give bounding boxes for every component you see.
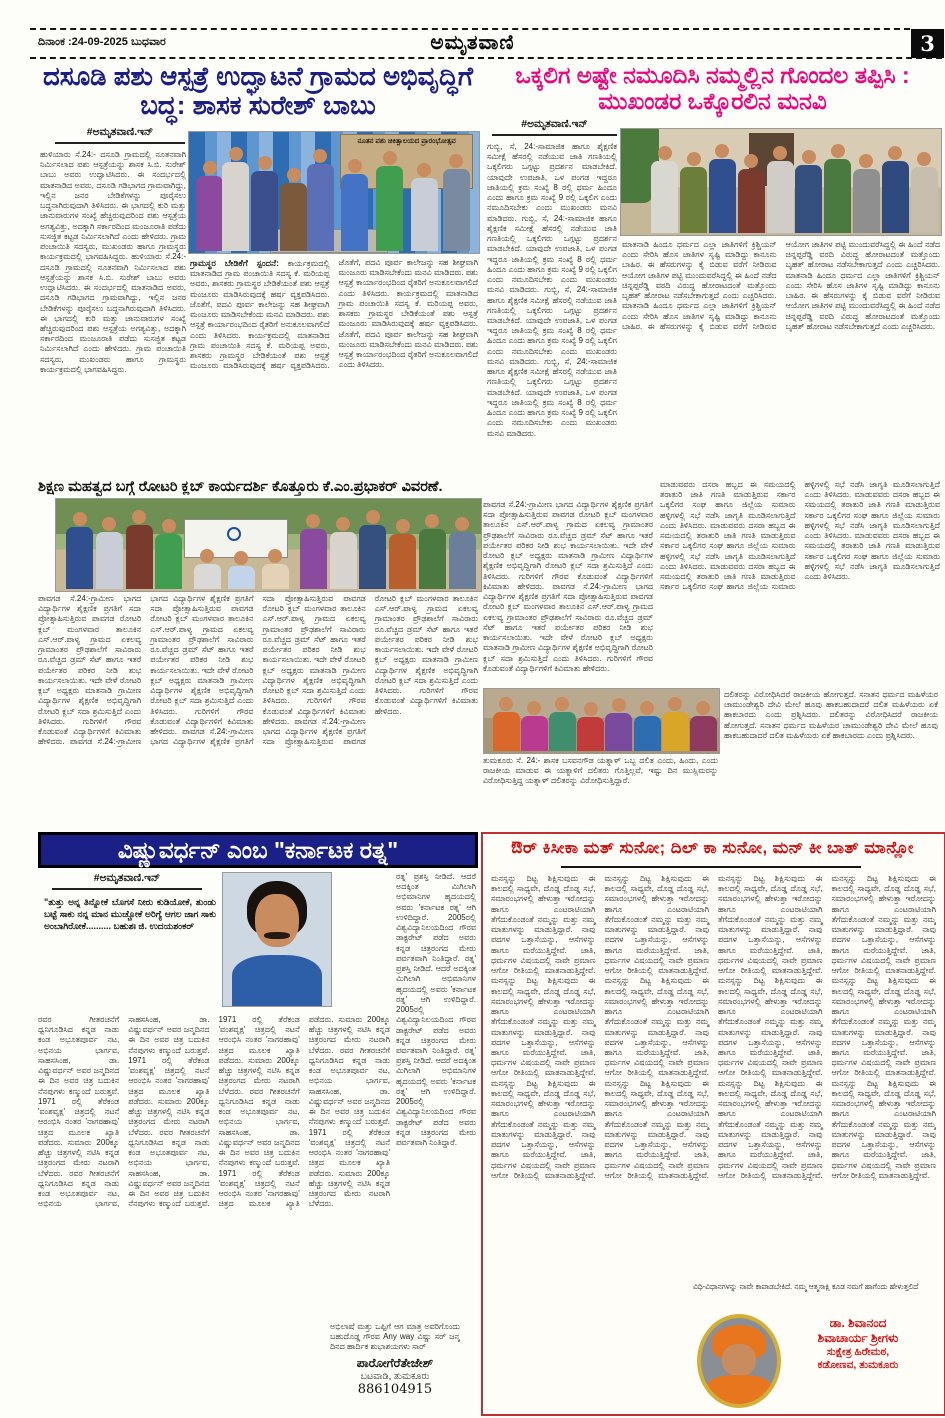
headline-dasudi: ದಸೂಡಿ ಪಶು ಆಸ್ಪತ್ರೆ ಉದ್ಘಾಟನೆ ಗ್ರಾಮದ ಅಭಿವೃದ್ಧಿಗೆ ಬದ್ಧ: ಶಾಸಕ ಸುರೇಶ್ ಬಾಬು	[42, 61, 474, 121]
inauguration-banner: ನೂತನ ಪಶು ಚಿಕಿತ್ಸಾಲಯದ ಪ್ರಾರಂಭೋತ್ಸವ	[340, 134, 474, 188]
person-silhouette	[679, 152, 709, 235]
okkaliga-yatnal-text-2: ದಲಿತರನ್ನು ವಿರೋಧಿಸಿದರೆ ರಾಜಕೀಯ ಹೋಗುತ್ತದೆ. ಸನಾತನ ಧರ್ಮದ ಮಹಿಳೆಯರ ಚಾಮುಂಡೇಶ್ವರಿ ದೇವಿ ಮೇಲೆ ಹೂವು ಹಾಕಬಹುದಾದರೆ ದಲಿತ ಮಹಿಳೆಯರು ಏಕೆ ಹಾಕಬಾರದು ಎಂದು ಪ್ರಶ್ನಿಸಿದರು. ದಲಿತರನ್ನು ವಿರೋಧಿಸಿದರೆ ರಾಜಕೀಯ ಹೋಗುತ್ತದೆ. ಸನಾತನ ಧರ್ಮದ ಮಹಿಳೆಯರ ಚಾಮುಂಡೇಶ್ವರಿ ದೇವಿ ಮೇಲೆ ಹೂವು ಹಾಕಬಹುದಾದರೆ ದಲಿತ ಮಹಿಳೆಯರು ಏಕೆ ಹಾಕಬಾರದು ಎಂದು ಪ್ರಶ್ನಿಸಿದರು.	[724, 690, 938, 740]
person-silhouette	[447, 517, 477, 591]
headline-okkaliga: ಒಕ್ಕಲಿಗ ಅಷ್ಟೇ ನಮೂದಿಸಿ ನಮ್ಮಲ್ಲಿನ ಗೊಂದಲ ತಪ್ಪಿಸಿ : ಮುಖಂಡರ ಒಕ್ಕೊರಲಿನ ಮನವಿ	[515, 62, 910, 115]
page-number: 3	[911, 29, 944, 58]
vishnu-opening-quote: "ತುತ್ತು ಅನ್ನ ತಿನ್ನೋಕೆ ಬೊಗಸೆ ನೀರು ಕುಡಿಯೋಕೆ, ತುಂಡು ಬಟ್ಟೆ ಸಾಕು ನನ್ನ ಮಾನ ಮುಚ್ಚೋಕೆ ಅರಿಗ್ಯೆ ಆಗಲ ಜಾಗ ಸಾಕು ಅಂಬಾಗಿರೋಕೆ.......... ಬಹುಶಃ ಜಿ. ಉದಯಶಂಕರ್	[44, 897, 216, 932]
vishnu-author-place: ಬಟವಾಡಿ, ತುಮಕೂರು	[360, 1371, 430, 1382]
person-silhouette	[340, 159, 370, 253]
person-silhouette	[823, 144, 853, 235]
person-silhouette	[94, 517, 124, 591]
rotary-wheel-icon	[227, 527, 241, 541]
vishnu-columns: ರವರ ಗೀತರಚನೆಗೆ ಧ್ವನಿಗೂಡಿಸಿದ ಕನ್ನಡ ನಾಡು ಕಂಡ ಅಭೂತಪೂರ್ವ ನಟ, ಅಭಿನಯ ಭಾರ್ಗವ, ಸಾಹಸಸಿಂಹ, ಡಾ. ವಿಷ್ಣುವರ್ಧನ್ ಅವರ ಜನ್ಮದಿನದ ಈ ದಿನ ಅವರ ಚಿತ್ರ ಬದುಕಿನ ನೆನಪುಗಳು ಕಣ್ಮುಂದೆ ಬರುತ್ತವೆ. 1971 ರಲ್ಲಿ ತೆರೆಕಂಡ 'ವಂಶವೃಕ್ಷ' ಚಿತ್ರದಲ್ಲಿ ನಟನೆ ಆರಂಭಿಸಿ ನಂತರ 'ನಾಗರಹಾವು' ಚಿತ್ರದ ಮೂಲಕ ಖ್ಯಾತಿ ಪಡೆದರು. ಸುಮಾರು 200ಕ್ಕೂ ಹೆಚ್ಚು ಚಿತ್ರಗಳಲ್ಲಿ ನಟಿಸಿ ಕನ್ನಡ ಚಿತ್ರರಂಗದ ಮೇರು ನಟರಾಗಿ ಬೆಳೆದರು. ರವರ ಗೀತರಚನೆಗೆ ಧ್ವನಿಗೂಡಿಸಿದ ಕನ್ನಡ ನಾಡು ಕಂಡ ಅಭೂತಪೂರ್ವ ನಟ, ಅಭಿನಯ ಭಾರ್ಗವ, ಸಾಹಸಸಿಂಹ, ಡಾ. ವಿಷ್ಣುವರ್ಧನ್ ಅವರ ಜನ್ಮದಿನದ ಈ ದಿನ ಅವರ ಚಿತ್ರ ಬದುಕಿನ ನೆನಪುಗಳು ಕಣ್ಮುಂದೆ ಬರುತ್ತವೆ. 1971 ರಲ್ಲಿ ತೆರೆಕಂಡ 'ವಂಶವೃಕ್ಷ' ಚಿತ್ರದಲ್ಲಿ ನಟನೆ ಆರಂಭಿಸಿ ನಂತರ 'ನಾಗರಹಾವು' ಚಿತ್ರದ ಮೂಲಕ ಖ್ಯಾತಿ ಪಡೆದರು. ಸುಮಾರು 200ಕ್ಕೂ ಹೆಚ್ಚು ಚಿತ್ರಗಳಲ್ಲಿ ನಟಿಸಿ ಕನ್ನಡ ಚಿತ್ರರಂಗದ ಮೇರು ನಟರಾಗಿ ಬೆಳೆದರು. ರವರ ಗೀತರಚನೆಗೆ ಧ್ವನಿಗೂಡಿಸಿದ ಕನ್ನಡ ನಾಡು ಕಂಡ ಅಭೂತಪೂರ್ವ ನಟ, ಅಭಿನಯ ಭಾರ್ಗವ, ಸಾಹಸಸಿಂಹ, ಡಾ. ವಿಷ್ಣುವರ್ಧನ್ ಅವರ ಜನ್ಮದಿನದ ಈ ದಿನ ಅವರ ಚಿತ್ರ ಬದುಕಿನ ನೆನಪುಗಳು ಕಣ್ಮುಂದೆ ಬರುತ್ತವೆ. 1971 ರಲ್ಲಿ ತೆರೆಕಂಡ 'ವಂಶವೃಕ್ಷ' ಚಿತ್ರದಲ್ಲಿ ನಟನೆ ಆರಂಭಿಸಿ ನಂತರ 'ನಾಗರಹಾವು' ಚಿತ್ರದ ಮೂಲಕ ಖ್ಯಾತಿ ಪಡೆದರು. ಸುಮಾರು 200ಕ್ಕೂ ಹೆಚ್ಚು ಚಿತ್ರಗಳಲ್ಲಿ ನಟಿಸಿ ಕನ್ನಡ ಚಿತ್ರರಂಗದ ಮೇರು ನಟರಾಗಿ ಬೆಳೆದರು. ರವರ ಗೀತರಚನೆಗೆ ಧ್ವನಿಗೂಡಿಸಿದ ಕನ್ನಡ ನಾಡು ಕಂಡ ಅಭೂತಪೂರ್ವ ನಟ, ಅಭಿನಯ ಭಾರ್ಗವ, ಸಾಹಸಸಿಂಹ, ಡಾ. ವಿಷ್ಣುವರ್ಧನ್ ಅವರ ಜನ್ಮದಿನದ ಈ ದಿನ ಅವರ ಚಿತ್ರ ಬದುಕಿನ ನೆನಪುಗಳು ಕಣ್ಮುಂದೆ ಬರುತ್ತವೆ. 1971 ರಲ್ಲಿ ತೆರೆಕಂಡ 'ವಂಶವೃಕ್ಷ' ಚಿತ್ರದಲ್ಲಿ ನಟನೆ ಆರಂಭಿಸಿ ನಂತರ 'ನಾಗರಹಾವು' ಚಿತ್ರದ ಮೂಲಕ ಖ್ಯಾತಿ ಪಡೆದರು. ಸುಮಾರು 200ಕ್ಕೂ ಹೆಚ್ಚು ಚಿತ್ರಗಳಲ್ಲಿ ನಟಿಸಿ ಕನ್ನಡ ಚಿತ್ರರಂಗದ ಮೇರು ನಟರಾಗಿ ಬೆಳೆದರು. ರವರ ಗೀತರಚನೆಗೆ ಧ್ವನಿಗೂಡಿಸಿದ ಕನ್ನಡ ನಾಡು ಕಂಡ ಅಭೂತಪೂರ್ವ ನಟ, ಅಭಿನಯ ಭಾರ್ಗವ, ಸಾಹಸಸಿಂಹ, ಡಾ. ವಿಷ್ಣುವರ್ಧನ್ ಅವರ ಜನ್ಮದಿನದ ಈ ದಿನ ಅವರ ಚಿತ್ರ ಬದುಕಿನ ನೆನಪುಗಳು ಕಣ್ಮುಂದೆ ಬರುತ್ತವೆ. 1971 ರಲ್ಲಿ ತೆರೆಕಂಡ 'ವಂಶವೃಕ್ಷ' ಚಿತ್ರದಲ್ಲಿ ನಟನೆ ಆರಂಭಿಸಿ ನಂತರ 'ನಾಗರಹಾವು' ಚಿತ್ರದ ಮೂಲಕ ಖ್ಯಾತಿ ಪಡೆದರು. ಸುಮಾರು 200ಕ್ಕೂ ಹೆಚ್ಚು ಚಿತ್ರಗಳಲ್ಲಿ ನಟಿಸಿ ಕನ್ನಡ ಚಿತ್ರರಂಗದ ಮೇರು ನಟರಾಗಿ ಬೆಳೆದರು.	[38, 1015, 390, 1209]
rotary-columns: ಪಾವಗಡ ಸೆ.24:-ಗ್ರಾಮೀಣ ಭಾಗದ ವಿದ್ಯಾರ್ಥಿಗಳ ಶೈಕ್ಷಣಿಕ ಪ್ರಗತಿಗೆ ಸದಾ ಪ್ರೋತ್ಸಾಹಿಸುತ್ತಿರುವ ಪಾವಗಡ ರೋಟರಿ ಕ್ಲಬ್ ಮಂಗಳವಾರ ತಾಲೂಕಿನ ಎಸ್.ಆರ್.ಪಾಳ್ಯ ಗ್ರಾಮದ ಏಕಲವ್ಯ ಗ್ರಾಮಾಂತರ ಪ್ರೌಢಶಾಲೆಗೆ ಸಾವಿರಾರು ರೂ.ವೆಚ್ಚದ ಡ್ರಮ್ ಸೆಟ್ ಹಾಗೂ ಇತರೆ ಪರ್ಯೇತರ ಪರಿಕರ ನೀಡಿ ಶುಭ ಕಾರ್ಯಸಲಾಯಿತು. ಇದೇ ವೇಳೆ ರೋಟರಿ ಕ್ಲಬ್ ಅಧ್ಯಕ್ಷರು ಮಾತನಾಡಿ ಗ್ರಾಮೀಣ ವಿದ್ಯಾರ್ಥಿಗಳ ಶೈಕ್ಷಣಿಕ ಅಭಿವೃದ್ಧಿಗಾಗಿ ರೋಟರಿ ಕ್ಲಬ್ ಸದಾ ಶ್ರಮಿಸುತ್ತಿದೆ ಎಂದು ತಿಳಿಸಿದರು. ಗುರಿಗಳಿಗೆ ಗೌರವ ಕೊಡುವಂತೆ ವಿದ್ಯಾರ್ಥಿಗಳಿಗೆ ಕಿವಿಮಾತು ಹೇಳಿದರು. ಪಾವಗಡ ಸೆ.24:-ಗ್ರಾಮೀಣ ಭಾಗದ ವಿದ್ಯಾರ್ಥಿಗಳ ಶೈಕ್ಷಣಿಕ ಪ್ರಗತಿಗೆ ಸದಾ ಪ್ರೋತ್ಸಾಹಿಸುತ್ತಿರುವ ಪಾವಗಡ ರೋಟರಿ ಕ್ಲಬ್ ಮಂಗಳವಾರ ತಾಲೂಕಿನ ಎಸ್.ಆರ್.ಪಾಳ್ಯ ಗ್ರಾಮದ ಏಕಲವ್ಯ ಗ್ರಾಮಾಂತರ ಪ್ರೌಢಶಾಲೆಗೆ ಸಾವಿರಾರು ರೂ.ವೆಚ್ಚದ ಡ್ರಮ್ ಸೆಟ್ ಹಾಗೂ ಇತರೆ ಪರ್ಯೇತರ ಪರಿಕರ ನೀಡಿ ಶುಭ ಕಾರ್ಯಸಲಾಯಿತು. ಇದೇ ವೇಳೆ ರೋಟರಿ ಕ್ಲಬ್ ಅಧ್ಯಕ್ಷರು ಮಾತನಾಡಿ ಗ್ರಾಮೀಣ ವಿದ್ಯಾರ್ಥಿಗಳ ಶೈಕ್ಷಣಿಕ ಅಭಿವೃದ್ಧಿಗಾಗಿ ರೋಟರಿ ಕ್ಲಬ್ ಸದಾ ಶ್ರಮಿಸುತ್ತಿದೆ ಎಂದು ತಿಳಿಸಿದರು. ಗುರಿಗಳಿಗೆ ಗೌರವ ಕೊಡುವಂತೆ ವಿದ್ಯಾರ್ಥಿಗಳಿಗೆ ಕಿವಿಮಾತು ಹೇಳಿದರು. ಪಾವಗಡ ಸೆ.24:-ಗ್ರಾಮೀಣ ಭಾಗದ ವಿದ್ಯಾರ್ಥಿಗಳ ಶೈಕ್ಷಣಿಕ ಪ್ರಗತಿಗೆ ಸದಾ ಪ್ರೋತ್ಸಾಹಿಸುತ್ತಿರುವ ಪಾವಗಡ ರೋಟರಿ ಕ್ಲಬ್ ಮಂಗಳವಾರ ತಾಲೂಕಿನ ಎಸ್.ಆರ್.ಪಾಳ್ಯ ಗ್ರಾಮದ ಏಕಲವ್ಯ ಗ್ರಾಮಾಂತರ ಪ್ರೌಢಶಾಲೆಗೆ ಸಾವಿರಾರು ರೂ.ವೆಚ್ಚದ ಡ್ರಮ್ ಸೆಟ್ ಹಾಗೂ ಇತರೆ ಪರ್ಯೇತರ ಪರಿಕರ ನೀಡಿ ಶುಭ ಕಾರ್ಯಸಲಾಯಿತು. ಇದೇ ವೇಳೆ ರೋಟರಿ ಕ್ಲಬ್ ಅಧ್ಯಕ್ಷರು ಮಾತನಾಡಿ ಗ್ರಾಮೀಣ ವಿದ್ಯಾರ್ಥಿಗಳ ಶೈಕ್ಷಣಿಕ ಅಭಿವೃದ್ಧಿಗಾಗಿ ರೋಟರಿ ಕ್ಲಬ್ ಸದಾ ಶ್ರಮಿಸುತ್ತಿದೆ ಎಂದು ತಿಳಿಸಿದರು. ಗುರಿಗಳಿಗೆ ಗೌರವ ಕೊಡುವಂತೆ ವಿದ್ಯಾರ್ಥಿಗಳಿಗೆ ಕಿವಿಮಾತು ಹೇಳಿದರು. ಪಾವಗಡ ಸೆ.24:-ಗ್ರಾಮೀಣ ಭಾಗದ ವಿದ್ಯಾರ್ಥಿಗಳ ಶೈಕ್ಷಣಿಕ ಪ್ರಗತಿಗೆ ಸದಾ ಪ್ರೋತ್ಸಾಹಿಸುತ್ತಿರುವ ಪಾವಗಡ ರೋಟರಿ ಕ್ಲಬ್ ಮಂಗಳವಾರ ತಾಲೂಕಿನ ಎಸ್.ಆರ್.ಪಾಳ್ಯ ಗ್ರಾಮದ ಏಕಲವ್ಯ ಗ್ರಾಮಾಂತರ ಪ್ರೌಢಶಾಲೆಗೆ ಸಾವಿರಾರು ರೂ.ವೆಚ್ಚದ ಡ್ರಮ್ ಸೆಟ್ ಹಾಗೂ ಇತರೆ ಪರ್ಯೇತರ ಪರಿಕರ ನೀಡಿ ಶುಭ ಕಾರ್ಯಸಲಾಯಿತು. ಇದೇ ವೇಳೆ ರೋಟರಿ ಕ್ಲಬ್ ಅಧ್ಯಕ್ಷರು ಮಾತನಾಡಿ ಗ್ರಾಮೀಣ ವಿದ್ಯಾರ್ಥಿಗಳ ಶೈಕ್ಷಣಿಕ ಅಭಿವೃದ್ಧಿಗಾಗಿ ರೋಟರಿ ಕ್ಲಬ್ ಸದಾ ಶ್ರಮಿಸುತ್ತಿದೆ ಎಂದು ತಿಳಿಸಿದರು. ಗುರಿಗಳಿಗೆ ಗೌರವ ಕೊಡುವಂತೆ ವಿದ್ಯಾರ್ಥಿಗಳಿಗೆ ಕಿವಿಮಾತು ಹೇಳಿದರು.	[38, 594, 478, 747]
header-bottom-rule	[30, 57, 942, 59]
person-silhouette	[909, 152, 939, 235]
vishnu-author-block	[330, 1322, 460, 1408]
person-silhouette	[650, 146, 680, 235]
person-silhouette	[765, 146, 795, 235]
person-silhouette	[328, 517, 358, 591]
face	[722, 1344, 755, 1377]
person-silhouette	[519, 701, 549, 753]
aur-author-line1: ಡಾ. ಶಿವಾನಂದ	[829, 1316, 887, 1330]
person-silhouette	[688, 701, 718, 753]
rotary-column-5: ಪಾವಗಡ ಸೆ.24:-ಗ್ರಾಮೀಣ ಭಾಗದ ವಿದ್ಯಾರ್ಥಿಗಳ ಶೈಕ್ಷಣಿಕ ಪ್ರಗತಿಗೆ ಸದಾ ಪ್ರೋತ್ಸಾಹಿಸುತ್ತಿರುವ ಪಾವಗಡ ರೋಟರಿ ಕ್ಲಬ್ ಮಂಗಳವಾರ ತಾಲೂಕಿನ ಎಸ್.ಆರ್.ಪಾಳ್ಯ ಗ್ರಾಮದ ಏಕಲವ್ಯ ಗ್ರಾಮಾಂತರ ಪ್ರೌಢಶಾಲೆಗೆ ಸಾವಿರಾರು ರೂ.ವೆಚ್ಚದ ಡ್ರಮ್ ಸೆಟ್ ಹಾಗೂ ಇತರೆ ಪರ್ಯೇತರ ಪರಿಕರ ನೀಡಿ ಶುಭ ಕಾರ್ಯಸಲಾಯಿತು. ಇದೇ ವೇಳೆ ರೋಟರಿ ಕ್ಲಬ್ ಅಧ್ಯಕ್ಷರು ಮಾತನಾಡಿ ಗ್ರಾಮೀಣ ವಿದ್ಯಾರ್ಥಿಗಳ ಶೈಕ್ಷಣಿಕ ಅಭಿವೃದ್ಧಿಗಾಗಿ ರೋಟರಿ ಕ್ಲಬ್ ಸದಾ ಶ್ರಮಿಸುತ್ತಿದೆ ಎಂದು ತಿಳಿಸಿದರು. ಗುರಿಗಳಿಗೆ ಗೌರವ ಕೊಡುವಂತೆ ವಿದ್ಯಾರ್ಥಿಗಳಿಗೆ ಕಿವಿಮಾತು ಹೇಳಿದರು. ಪಾವಗಡ ಸೆ.24:-ಗ್ರಾಮೀಣ ಭಾಗದ ವಿದ್ಯಾರ್ಥಿಗಳ ಶೈಕ್ಷಣಿಕ ಪ್ರಗತಿಗೆ ಸದಾ ಪ್ರೋತ್ಸಾಹಿಸುತ್ತಿರುವ ಪಾವಗಡ ರೋಟರಿ ಕ್ಲಬ್ ಮಂಗಳವಾರ ತಾಲೂಕಿನ ಎಸ್.ಆರ್.ಪಾಳ್ಯ ಗ್ರಾಮದ ಏಕಲವ್ಯ ಗ್ರಾಮಾಂತರ ಪ್ರೌಢಶಾಲೆಗೆ ಸಾವಿರಾರು ರೂ.ವೆಚ್ಚದ ಡ್ರಮ್ ಸೆಟ್ ಹಾಗೂ ಇತರೆ ಪರ್ಯೇತರ ಪರಿಕರ ನೀಡಿ ಶುಭ ಕಾರ್ಯಸಲಾಯಿತು. ಇದೇ ವೇಳೆ ರೋಟರಿ ಕ್ಲಬ್ ಅಧ್ಯಕ್ಷರು ಮಾತನಾಡಿ ಗ್ರಾಮೀಣ ವಿದ್ಯಾರ್ಥಿಗಳ ಶೈಕ್ಷಣಿಕ ಅಭಿವೃದ್ಧಿಗಾಗಿ ರೋಟರಿ ಕ್ಲಬ್ ಸದಾ ಶ್ರಮಿಸುತ್ತಿದೆ ಎಂದು ತಿಳಿಸಿದರು. ಗುರಿಗಳಿಗೆ ಗೌರವ ಕೊಡುವಂತೆ ವಿದ್ಯಾರ್ಥಿಗಳಿಗೆ ಕಿವಿಮಾತು ಹೇಳಿದರು.	[483, 500, 653, 673]
aur-sign-note: ವಿಧಿ-ವಿಧಾನಗಳನ್ನು ನಾವೇ ಕಾಪಾಡಬೇಕಿದೆ. ನಮ್ಮ ಆತ್ಮಸಾಕ್ಷಿ ಕೂಡ ನಮಗೆ ಹಾಗೆಂದು ಹೇಳುತ್ತಲಿದೆ	[693, 1282, 919, 1291]
aur-columns: ಮನಸ್ಸನ್ನು ದಿಟ್ಟ ಶಿಕ್ಷಿಸುವುದು ಈ ಕಾಲದಲ್ಲಿ ಸಾಧ್ಯವೇ, ದೊಡ್ಡ ದೊಡ್ಡ ಸಭೆ, ಸಮಾರಂಭಗಳಲ್ಲಿ ಹೇಳುತ್ತಾ ಇರೋದನ್ನು ಹಾಗೂ ಎಂಟರಾಟಿಯಾಗಿ ತೆಗೆದುಕೊಂಡಂತೆ ನಮ್ಮನ್ನು ಮತ್ತು ನಮ್ಮ ಮಾತುಗಳನ್ನು ಮಾಡುತ್ತಿದ್ದಾರೆ. ನಾವು ಪದಗಳ ಒತ್ತಾಸೆಯನ್ನು, ಆಸೆಗಳನ್ನು ಹಾಗೂ ಮರೆಯುತ್ತಿದ್ದೇವೆ. ಜಾತಿ, ಧರ್ಮಗಳ ವಿಷಯದಲ್ಲಿ ನಾವೇ ಪ್ರಮಾಣ ಆಗೋ ರೀತಿಯಲ್ಲಿ ಮಾತನಾಡುತ್ತಿದ್ದೇವೆ. ಮನಸ್ಸನ್ನು ದಿಟ್ಟ ಶಿಕ್ಷಿಸುವುದು ಈ ಕಾಲದಲ್ಲಿ ಸಾಧ್ಯವೇ, ದೊಡ್ಡ ದೊಡ್ಡ ಸಭೆ, ಸಮಾರಂಭಗಳಲ್ಲಿ ಹೇಳುತ್ತಾ ಇರೋದನ್ನು ಹಾಗೂ ಎಂಟರಾಟಿಯಾಗಿ ತೆಗೆದುಕೊಂಡಂತೆ ನಮ್ಮನ್ನು ಮತ್ತು ನಮ್ಮ ಮಾತುಗಳನ್ನು ಮಾಡುತ್ತಿದ್ದಾರೆ. ನಾವು ಪದಗಳ ಒತ್ತಾಸೆಯನ್ನು, ಆಸೆಗಳನ್ನು ಹಾಗೂ ಮರೆಯುತ್ತಿದ್ದೇವೆ. ಜಾತಿ, ಧರ್ಮಗಳ ವಿಷಯದಲ್ಲಿ ನಾವೇ ಪ್ರಮಾಣ ಆಗೋ ರೀತಿಯಲ್ಲಿ ಮಾತನಾಡುತ್ತಿದ್ದೇವೆ. ಮನಸ್ಸನ್ನು ದಿಟ್ಟ ಶಿಕ್ಷಿಸುವುದು ಈ ಕಾಲದಲ್ಲಿ ಸಾಧ್ಯವೇ, ದೊಡ್ಡ ದೊಡ್ಡ ಸಭೆ, ಸಮಾರಂಭಗಳಲ್ಲಿ ಹೇಳುತ್ತಾ ಇರೋದನ್ನು ಹಾಗೂ ಎಂಟರಾಟಿಯಾಗಿ ತೆಗೆದುಕೊಂಡಂತೆ ನಮ್ಮನ್ನು ಮತ್ತು ನಮ್ಮ ಮಾತುಗಳನ್ನು ಮಾಡುತ್ತಿದ್ದಾರೆ. ನಾವು ಪದಗಳ ಒತ್ತಾಸೆಯನ್ನು, ಆಸೆಗಳನ್ನು ಹಾಗೂ ಮರೆಯುತ್ತಿದ್ದೇವೆ. ಜಾತಿ, ಧರ್ಮಗಳ ವಿಷಯದಲ್ಲಿ ನಾವೇ ಪ್ರಮಾಣ ಆಗೋ ರೀತಿಯಲ್ಲಿ ಮಾತನಾಡುತ್ತಿದ್ದೇವೆ. ಮನಸ್ಸನ್ನು ದಿಟ್ಟ ಶಿಕ್ಷಿಸುವುದು ಈ ಕಾಲದಲ್ಲಿ ಸಾಧ್ಯವೇ, ದೊಡ್ಡ ದೊಡ್ಡ ಸಭೆ, ಸಮಾರಂಭಗಳಲ್ಲಿ ಹೇಳುತ್ತಾ ಇರೋದನ್ನು ಹಾಗೂ ಎಂಟರಾಟಿಯಾಗಿ ತೆಗೆದುಕೊಂಡಂತೆ ನಮ್ಮನ್ನು ಮತ್ತು ನಮ್ಮ ಮಾತುಗಳನ್ನು ಮಾಡುತ್ತಿದ್ದಾರೆ. ನಾವು ಪದಗಳ ಒತ್ತಾಸೆಯನ್ನು, ಆಸೆಗಳನ್ನು ಹಾಗೂ ಮರೆಯುತ್ತಿದ್ದೇವೆ. ಜಾತಿ, ಧರ್ಮಗಳ ವಿಷಯದಲ್ಲಿ ನಾವೇ ಪ್ರಮಾಣ ಆಗೋ ರೀತಿಯಲ್ಲಿ ಮಾತನಾಡುತ್ತಿದ್ದೇವೆ. ಮನಸ್ಸನ್ನು ದಿಟ್ಟ ಶಿಕ್ಷಿಸುವುದು ಈ ಕಾಲದಲ್ಲಿ ಸಾಧ್ಯವೇ, ದೊಡ್ಡ ದೊಡ್ಡ ಸಭೆ, ಸಮಾರಂಭಗಳಲ್ಲಿ ಹೇಳುತ್ತಾ ಇರೋದನ್ನು ಹಾಗೂ ಎಂಟರಾಟಿಯಾಗಿ ತೆಗೆದುಕೊಂಡಂತೆ ನಮ್ಮನ್ನು ಮತ್ತು ನಮ್ಮ ಮಾತುಗಳನ್ನು ಮಾಡುತ್ತಿದ್ದಾರೆ. ನಾವು ಪದಗಳ ಒತ್ತಾಸೆಯನ್ನು, ಆಸೆಗಳನ್ನು ಹಾಗೂ ಮರೆಯುತ್ತಿದ್ದೇವೆ. ಜಾತಿ, ಧರ್ಮಗಳ ವಿಷಯದಲ್ಲಿ ನಾವೇ ಪ್ರಮಾಣ ಆಗೋ ರೀತಿಯಲ್ಲಿ ಮಾತನಾಡುತ್ತಿದ್ದೇವೆ. ಮನಸ್ಸನ್ನು ದಿಟ್ಟ ಶಿಕ್ಷಿಸುವುದು ಈ ಕಾಲದಲ್ಲಿ ಸಾಧ್ಯವೇ, ದೊಡ್ಡ ದೊಡ್ಡ ಸಭೆ, ಸಮಾರಂಭಗಳಲ್ಲಿ ಹೇಳುತ್ತಾ ಇರೋದನ್ನು ಹಾಗೂ ಎಂಟರಾಟಿಯಾಗಿ ತೆಗೆದುಕೊಂಡಂತೆ ನಮ್ಮನ್ನು ಮತ್ತು ನಮ್ಮ ಮಾತುಗಳನ್ನು ಮಾಡುತ್ತಿದ್ದಾರೆ. ನಾವು ಪದಗಳ ಒತ್ತಾಸೆಯನ್ನು, ಆಸೆಗಳನ್ನು ಹಾಗೂ ಮರೆಯುತ್ತಿದ್ದೇವೆ. ಜಾತಿ, ಧರ್ಮಗಳ ವಿಷಯದಲ್ಲಿ ನಾವೇ ಪ್ರಮಾಣ ಆಗೋ ರೀತಿಯಲ್ಲಿ ಮಾತನಾಡುತ್ತಿದ್ದೇವೆ. ಮನಸ್ಸನ್ನು ದಿಟ್ಟ ಶಿಕ್ಷಿಸುವುದು ಈ ಕಾಲದಲ್ಲಿ ಸಾಧ್ಯವೇ, ದೊಡ್ಡ ದೊಡ್ಡ ಸಭೆ, ಸಮಾರಂಭಗಳಲ್ಲಿ ಹೇಳುತ್ತಾ ಇರೋದನ್ನು ಹಾಗೂ ಎಂಟರಾಟಿಯಾಗಿ ತೆಗೆದುಕೊಂಡಂತೆ ನಮ್ಮನ್ನು ಮತ್ತು ನಮ್ಮ ಮಾತುಗಳನ್ನು ಮಾಡುತ್ತಿದ್ದಾರೆ. ನಾವು ಪದಗಳ ಒತ್ತಾಸೆಯನ್ನು, ಆಸೆಗಳನ್ನು ಹಾಗೂ ಮರೆಯುತ್ತಿದ್ದೇವೆ. ಜಾತಿ, ಧರ್ಮಗಳ ವಿಷಯದಲ್ಲಿ ನಾವೇ ಪ್ರಮಾಣ ಆಗೋ ರೀತಿಯಲ್ಲಿ ಮಾತನಾಡುತ್ತಿದ್ದೇವೆ. ಮನಸ್ಸನ್ನು ದಿಟ್ಟ ಶಿಕ್ಷಿಸುವುದು ಈ ಕಾಲದಲ್ಲಿ ಸಾಧ್ಯವೇ, ದೊಡ್ಡ ದೊಡ್ಡ ಸಭೆ, ಸಮಾರಂಭಗಳಲ್ಲಿ ಹೇಳುತ್ತಾ ಇರೋದನ್ನು ಹಾಗೂ ಎಂಟರಾಟಿಯಾಗಿ ತೆಗೆದುಕೊಂಡಂತೆ ನಮ್ಮನ್ನು ಮತ್ತು ನಮ್ಮ ಮಾತುಗಳನ್ನು ಮಾಡುತ್ತಿದ್ದಾರೆ. ನಾವು ಪದಗಳ ಒತ್ತಾಸೆಯನ್ನು, ಆಸೆಗಳನ್ನು ಹಾಗೂ ಮರೆಯುತ್ತಿದ್ದೇವೆ. ಜಾತಿ, ಧರ್ಮಗಳ ವಿಷಯದಲ್ಲಿ ನಾವೇ ಪ್ರಮಾಣ ಆಗೋ ರೀತಿಯಲ್ಲಿ ಮಾತನಾಡುತ್ತಿದ್ದೇವೆ. ಮನಸ್ಸನ್ನು ದಿಟ್ಟ ಶಿಕ್ಷಿಸುವುದು ಈ ಕಾಲದಲ್ಲಿ ಸಾಧ್ಯವೇ, ದೊಡ್ಡ ದೊಡ್ಡ ಸಭೆ, ಸಮಾರಂಭಗಳಲ್ಲಿ ಹೇಳುತ್ತಾ ಇರೋದನ್ನು ಹಾಗೂ ಎಂಟರಾಟಿಯಾಗಿ ತೆಗೆದುಕೊಂಡಂತೆ ನಮ್ಮನ್ನು ಮತ್ತು ನಮ್ಮ ಮಾತುಗಳನ್ನು ಮಾಡುತ್ತಿದ್ದಾರೆ. ನಾವು ಪದಗಳ ಒತ್ತಾಸೆಯನ್ನು, ಆಸೆಗಳನ್ನು ಹಾಗೂ ಮರೆಯುತ್ತಿದ್ದೇವೆ. ಜಾತಿ, ಧರ್ಮಗಳ ವಿಷಯದಲ್ಲಿ ನಾವೇ ಪ್ರಮಾಣ ಆಗೋ ರೀತಿಯಲ್ಲಿ ಮಾತನಾಡುತ್ತಿದ್ದೇವೆ. ಮನಸ್ಸನ್ನು ದಿಟ್ಟ ಶಿಕ್ಷಿಸುವುದು ಈ ಕಾಲದಲ್ಲಿ ಸಾಧ್ಯವೇ, ದೊಡ್ಡ ದೊಡ್ಡ ಸಭೆ, ಸಮಾರಂಭಗಳಲ್ಲಿ ಹೇಳುತ್ತಾ ಇರೋದನ್ನು ಹಾಗೂ ಎಂಟರಾಟಿಯಾಗಿ ತೆಗೆದುಕೊಂಡಂತೆ ನಮ್ಮನ್ನು ಮತ್ತು ನಮ್ಮ ಮಾತುಗಳನ್ನು ಮಾಡುತ್ತಿದ್ದಾರೆ. ನಾವು ಪದಗಳ ಒತ್ತಾಸೆಯನ್ನು, ಆಸೆಗಳನ್ನು ಹಾಗೂ ಮರೆಯುತ್ತಿದ್ದೇವೆ. ಜಾತಿ, ಧರ್ಮಗಳ ವಿಷಯದಲ್ಲಿ ನಾವೇ ಪ್ರಮಾಣ ಆಗೋ ರೀತಿಯಲ್ಲಿ ಮಾತನಾಡುತ್ತಿದ್ದೇವೆ. ಮನಸ್ಸನ್ನು ದಿಟ್ಟ ಶಿಕ್ಷಿಸುವುದು ಈ ಕಾಲದಲ್ಲಿ ಸಾಧ್ಯವೇ, ದೊಡ್ಡ ದೊಡ್ಡ ಸಭೆ, ಸಮಾರಂಭಗಳಲ್ಲಿ ಹೇಳುತ್ತಾ ಇರೋದನ್ನು ಹಾಗೂ ಎಂಟರಾಟಿಯಾಗಿ ತೆಗೆದುಕೊಂಡಂತೆ ನಮ್ಮನ್ನು ಮತ್ತು ನಮ್ಮ ಮಾತುಗಳನ್ನು ಮಾಡುತ್ತಿದ್ದಾರೆ. ನಾವು ಪದಗಳ ಒತ್ತಾಸೆಯನ್ನು, ಆಸೆಗಳನ್ನು ಹಾಗೂ ಮರೆಯುತ್ತಿದ್ದೇವೆ. ಜಾತಿ, ಧರ್ಮಗಳ ವಿಷಯದಲ್ಲಿ ನಾವೇ ಪ್ರಮಾಣ ಆಗೋ ರೀತಿಯಲ್ಲಿ ಮಾತನಾಡುತ್ತಿದ್ದೇವೆ. ಮನಸ್ಸನ್ನು ದಿಟ್ಟ ಶಿಕ್ಷಿಸುವುದು ಈ ಕಾಲದಲ್ಲಿ ಸಾಧ್ಯವೇ, ದೊಡ್ಡ ದೊಡ್ಡ ಸಭೆ, ಸಮಾರಂಭಗಳಲ್ಲಿ ಹೇಳುತ್ತಾ ಇರೋದನ್ನು ಹಾಗೂ ಎಂಟರಾಟಿಯಾಗಿ ತೆಗೆದುಕೊಂಡಂತೆ ನಮ್ಮನ್ನು ಮತ್ತು ನಮ್ಮ ಮಾತುಗಳನ್ನು ಮಾಡುತ್ತಿದ್ದಾರೆ. ನಾವು ಪದಗಳ ಒತ್ತಾಸೆಯನ್ನು, ಆಸೆಗಳನ್ನು ಹಾಗೂ ಮರೆಯುತ್ತಿದ್ದೇವೆ. ಜಾತಿ, ಧರ್ಮಗಳ ವಿಷಯದಲ್ಲಿ ನಾವೇ ಪ್ರಮಾಣ ಆಗೋ ರೀತಿಯಲ್ಲಿ ಮಾತನಾಡುತ್ತಿದ್ದೇವೆ.	[491, 874, 936, 1180]
person-silhouette	[707, 144, 737, 235]
person-silhouette	[375, 151, 405, 253]
dasudi-body: ಕಾರ್ಯಕ್ರಮದಲ್ಲಿ ಮಾತನಾಡಿದ ಗ್ರಾಮ ಪಂಚಾಯಿತಿ ಸದಸ್ಯ ಕೆ. ಮರಿಯಪ್ಪ ಅವರು, ಶಾಸಕರು ಗ್ರಾಮಸ್ಥರ ಬೇಡಿಕೆಯಂತೆ ಪಶು ಆಸ್ಪತ್ರೆ ಮಂಜೂರು ಮಾಡಿಸಿರುವುದಕ್ಕೆ ಹರ್ಷ ವ್ಯಕ್ತಪಡಿಸಿದರು. ಜೊತೆಗೆ, ಪದವಿ ಪೂರ್ವ ಕಾಲೇಜನ್ನು ಸಹ ಶೀಘ್ರವಾಗಿ ಮಂಜೂರು ಮಾಡಿಸಬೇಕೆಂದು ಮನವಿ ಮಾಡಿದರು. ಪಶು ಆಸ್ಪತ್ರೆ ಕಾರ್ಯಾರಂಭದಿಂದ ರೈತರಿಗೆ ಅನುಕೂಲವಾಗಲಿದೆ ಎಂದು ತಿಳಿಸಿದರು. ಕಾರ್ಯಕ್ರಮದಲ್ಲಿ ಮಾತನಾಡಿದ ಗ್ರಾಮ ಪಂಚಾಯಿತಿ ಸದಸ್ಯ ಕೆ. ಮರಿಯಪ್ಪ ಅವರು, ಶಾಸಕರು ಗ್ರಾಮಸ್ಥರ ಬೇಡಿಕೆಯಂತೆ ಪಶು ಆಸ್ಪತ್ರೆ ಮಂಜೂರು ಮಾಡಿಸಿರುವುದಕ್ಕೆ ಹರ್ಷ ವ್ಯಕ್ತಪಡಿಸಿದರು. ಜೊತೆಗೆ, ಪದವಿ ಪೂರ್ವ ಕಾಲೇಜನ್ನು ಸಹ ಶೀಘ್ರವಾಗಿ ಮಂಜೂರು ಮಾಡಿಸಬೇಕೆಂದು ಮನವಿ ಮಾಡಿದರು. ಪಶು ಆಸ್ಪತ್ರೆ ಕಾರ್ಯಾರಂಭದಿಂದ ರೈತರಿಗೆ ಅನುಕೂಲವಾಗಲಿದೆ ಎಂದು ತಿಳಿಸಿದರು. ಕಾರ್ಯಕ್ರಮದಲ್ಲಿ ಮಾತನಾಡಿದ ಗ್ರಾಮ ಪಂಚಾಯಿತಿ ಸದಸ್ಯ ಕೆ. ಮರಿಯಪ್ಪ ಅವರು, ಶಾಸಕರು ಗ್ರಾಮಸ್ಥರ ಬೇಡಿಕೆಯಂತೆ ಪಶು ಆಸ್ಪತ್ರೆ ಮಂಜೂರು ಮಾಡಿಸಿರುವುದಕ್ಕೆ ಹರ್ಷ ವ್ಯಕ್ತಪಡಿಸಿದರು. ಜೊತೆಗೆ, ಪದವಿ ಪೂರ್ವ ಕಾಲೇಜನ್ನು ಸಹ ಶೀಘ್ರವಾಗಿ ಮಂಜೂರು ಮಾಡಿಸಬೇಕೆಂದು ಮನವಿ ಮಾಡಿದರು. ಪಶು ಆಸ್ಪತ್ರೆ ಕಾರ್ಯಾರಂಭದಿಂದ ರೈತರಿಗೆ ಅನುಕೂಲವಾಗಲಿದೆ ಎಂದು ತಿಳಿಸಿದರು.	[190, 258, 478, 371]
headline-vishnuvardhan: ವಿಷ್ಣುವರ್ಧನ್ ಎಂಬ "ಕರ್ನಾಟಕ ರತ್ನ"	[38, 832, 478, 868]
photo-women-group	[483, 688, 720, 754]
okkaliga-column-1: ಗುಬ್ಬಿ, ಸೆ, 24:-ಸಾಮಾಜಿಕ ಹಾಗೂ ಶೈಕ್ಷಣಿಕ ಸಮೀಕ್ಷೆ ಹೆಸರಲ್ಲಿ ನಡೆಯುವ ಜಾತಿ ಗಣತಿಯಲ್ಲಿ ಒಕ್ಕಲಿಗರು ಒಗ್ಗಟ್ಟು ಪ್ರದರ್ಶನ ಮಾಡಬೇಕಿದೆ. ಯಾವುದೇ ಉಪಜಾತಿ, ಒಳ ಪಂಗಡ ಇದ್ದರೂ ಜಾತಿಯಲ್ಲಿ ಕ್ರಮ ಸಂಖ್ಯೆ 8 ರಲ್ಲಿ ಧರ್ಮ ಹಿಂದೂ ಎಂದು ಹಾಗೂ ಕ್ರಮ ಸಂಖ್ಯೆ 9 ರಲ್ಲಿ ಒಕ್ಕಲಿಗ ಎಂದು ನಮೂದಿಸಬೇಕು ಎಂದು ಮುಖಂಡರು ಮನವಿ ಮಾಡಿದರು. ಗುಬ್ಬಿ, ಸೆ, 24:-ಸಾಮಾಜಿಕ ಹಾಗೂ ಶೈಕ್ಷಣಿಕ ಸಮೀಕ್ಷೆ ಹೆಸರಲ್ಲಿ ನಡೆಯುವ ಜಾತಿ ಗಣತಿಯಲ್ಲಿ ಒಕ್ಕಲಿಗರು ಒಗ್ಗಟ್ಟು ಪ್ರದರ್ಶನ ಮಾಡಬೇಕಿದೆ. ಯಾವುದೇ ಉಪಜಾತಿ, ಒಳ ಪಂಗಡ ಇದ್ದರೂ ಜಾತಿಯಲ್ಲಿ ಕ್ರಮ ಸಂಖ್ಯೆ 8 ರಲ್ಲಿ ಧರ್ಮ ಹಿಂದೂ ಎಂದು ಹಾಗೂ ಕ್ರಮ ಸಂಖ್ಯೆ 9 ರಲ್ಲಿ ಒಕ್ಕಲಿಗ ಎಂದು ನಮೂದಿಸಬೇಕು ಎಂದು ಮುಖಂಡರು ಮನವಿ ಮಾಡಿದರು. ಗುಬ್ಬಿ, ಸೆ, 24:-ಸಾಮಾಜಿಕ ಹಾಗೂ ಶೈಕ್ಷಣಿಕ ಸಮೀಕ್ಷೆ ಹೆಸರಲ್ಲಿ ನಡೆಯುವ ಜಾತಿ ಗಣತಿಯಲ್ಲಿ ಒಕ್ಕಲಿಗರು ಒಗ್ಗಟ್ಟು ಪ್ರದರ್ಶನ ಮಾಡಬೇಕಿದೆ. ಯಾವುದೇ ಉಪಜಾತಿ, ಒಳ ಪಂಗಡ ಇದ್ದರೂ ಜಾತಿಯಲ್ಲಿ ಕ್ರಮ ಸಂಖ್ಯೆ 8 ರಲ್ಲಿ ಧರ್ಮ ಹಿಂದೂ ಎಂದು ಹಾಗೂ ಕ್ರಮ ಸಂಖ್ಯೆ 9 ರಲ್ಲಿ ಒಕ್ಕಲಿಗ ಎಂದು ನಮೂದಿಸಬೇಕು ಎಂದು ಮುಖಂಡರು ಮನವಿ ಮಾಡಿದರು. ಗುಬ್ಬಿ, ಸೆ, 24:-ಸಾಮಾಜಿಕ ಹಾಗೂ ಶೈಕ್ಷಣಿಕ ಸಮೀಕ್ಷೆ ಹೆಸರಲ್ಲಿ ನಡೆಯುವ ಜಾತಿ ಗಣತಿಯಲ್ಲಿ ಒಕ್ಕಲಿಗರು ಒಗ್ಗಟ್ಟು ಪ್ರದರ್ಶನ ಮಾಡಬೇಕಿದೆ. ಯಾವುದೇ ಉಪಜಾತಿ, ಒಳ ಪಂಗಡ ಇದ್ದರೂ ಜಾತಿಯಲ್ಲಿ ಕ್ರಮ ಸಂಖ್ಯೆ 8 ರಲ್ಲಿ ಧರ್ಮ ಹಿಂದೂ ಎಂದು ಹಾಗೂ ಕ್ರಮ ಸಂಖ್ಯೆ 9 ರಲ್ಲಿ ಒಕ್ಕಲಿಗ ಎಂದು ನಮೂದಿಸಬೇಕು ಎಂದು ಮುಖಂಡರು ಮನವಿ ಮಾಡಿದರು.	[487, 142, 617, 438]
headline-rotary: ಶಿಕ್ಷಣ ಮಹತ್ವದ ಬಗ್ಗೆ ರೋಟರಿ ಕ್ಲಬ್ ಕಾರ್ಯದರ್ಶಿ ಕೊತ್ತೂರು ಕೆ.ಎಂ.ಪ್ರಭಾಕರ್ ವಿವರಣೆ.	[38, 479, 443, 495]
person-silhouette	[547, 697, 577, 753]
dasudi-subhead: ಗ್ರಾಮಸ್ಥರ ಬೇಡಿಕೆಗೆ ಸ್ಪಂದನೆ:	[190, 258, 279, 268]
person-silhouette	[409, 163, 439, 253]
person-silhouette	[441, 154, 471, 253]
vishnu-author-phone: 886104915	[357, 1382, 433, 1397]
person-silhouette	[250, 156, 280, 253]
aur-author-line2: ಶಿವಾಚಾರ್ಯ ಶ್ರೀಗಳು	[817, 1331, 899, 1345]
person-silhouette	[794, 150, 824, 235]
person-silhouette	[417, 514, 447, 591]
portrait-vishnuvardhan	[222, 872, 332, 1007]
photo-okkaliga-leaders	[620, 128, 942, 236]
dasudi-column-1: ಹುಳಿಯಾರು ಸೆ.24:- ದಸೂಡಿ ಗ್ರಾಮದಲ್ಲಿ ನೂತನವಾಗಿ ನಿರ್ಮಿಸಲಾದ ಪಶು ಆಸ್ಪತ್ರೆಯನ್ನು ಶಾಸಕ ಸಿ.ಬಿ. ಸುರೇಶ್ ಬಾಬು ಅವರು ಉದ್ಘಾಟಿಸಿದರು. ಈ ಸಂದರ್ಭದಲ್ಲಿ ಮಾತನಾಡಿದ ಅವರು, ದಸೂಡಿ ಗಡಿಭಾಗದ ಗ್ರಾಮವಾಗಿದ್ದು, ಇಲ್ಲಿನ ಜನರ ಬೇಡಿಕೆಗಳನ್ನು ಪೂರೈಸಲು ಬದ್ಧನಾಗಿರುವುದಾಗಿ ತಿಳಿಸಿದರು. ಈ ಭಾಗದಲ್ಲಿ ಕುರಿ ಮತ್ತು ಜಾನುವಾರುಗಳ ಸಂಖ್ಯೆ ಹೆಚ್ಚಿರುವುದರಿಂದ ಪಶು ಆಸ್ಪತ್ರೆಯ ಅಗತ್ಯವಿತ್ತು, ಅದಕ್ಕಾಗಿ ಸರ್ಕಾರದಿಂದ ಮಂಜೂರಾತಿ ಪಡೆದು ಸುಸಜ್ಜಿತ ಕಟ್ಟಡ ನಿರ್ಮಿಸಲಾಗಿದೆ ಎಂದು ಹೇಳಿದರು. ಗ್ರಾಮ ಪಂಚಾಯಿತಿ ಸದಸ್ಯರು, ಮುಖಂಡರು ಹಾಗೂ ಗ್ರಾಮಸ್ಥರು ಕಾರ್ಯಕ್ರಮದಲ್ಲಿ ಭಾಗವಹಿಸಿದ್ದರು. ಹುಳಿಯಾರು ಸೆ.24:- ದಸೂಡಿ ಗ್ರಾಮದಲ್ಲಿ ನೂತನವಾಗಿ ನಿರ್ಮಿಸಲಾದ ಪಶು ಆಸ್ಪತ್ರೆಯನ್ನು ಶಾಸಕ ಸಿ.ಬಿ. ಸುರೇಶ್ ಬಾಬು ಅವರು ಉದ್ಘಾಟಿಸಿದರು. ಈ ಸಂದರ್ಭದಲ್ಲಿ ಮಾತನಾಡಿದ ಅವರು, ದಸೂಡಿ ಗಡಿಭಾಗದ ಗ್ರಾಮವಾಗಿದ್ದು, ಇಲ್ಲಿನ ಜನರ ಬೇಡಿಕೆಗಳನ್ನು ಪೂರೈಸಲು ಬದ್ಧನಾಗಿರುವುದಾಗಿ ತಿಳಿಸಿದರು. ಈ ಭಾಗದಲ್ಲಿ ಕುರಿ ಮತ್ತು ಜಾನುವಾರುಗಳ ಸಂಖ್ಯೆ ಹೆಚ್ಚಿರುವುದರಿಂದ ಪಶು ಆಸ್ಪತ್ರೆಯ ಅಗತ್ಯವಿತ್ತು, ಅದಕ್ಕಾಗಿ ಸರ್ಕಾರದಿಂದ ಮಂಜೂರಾತಿ ಪಡೆದು ಸುಸಜ್ಜಿತ ಕಟ್ಟಡ ನಿರ್ಮಿಸಲಾಗಿದೆ ಎಂದು ಹೇಳಿದರು. ಗ್ರಾಮ ಪಂಚಾಯಿತಿ ಸದಸ್ಯರು, ಮುಖಂಡರು ಹಾಗೂ ಗ್ರಾಮಸ್ಥರು ಕಾರ್ಯಕ್ರಮದಲ್ಲಿ ಭಾಗವಹಿಸಿದ್ದರು.	[40, 150, 186, 374]
okkaliga-columns-2-3: ಮಾತನಾಡಿ ಹಿಂದೂ ಧರ್ಮದ ಎಲ್ಲಾ ಜಾತಿಗಳಿಗೆ ಕ್ರಿಶ್ಚಿಯನ್ ಎಂದು ಸೇರಿಸಿ ಹೊಸ ಜಾತಿಗಳ ಸೃಷ್ಟಿ ಮಾಡಿದ್ದು ಕಾನೂನು ಬಾಹಿರ. ಈ ಹೆಸರುಗಳನ್ನು ಕೈ ಬಿಡುವ ವರೆಗೆ ನೀಡಿರುವ ಆಯೋಗ ಜಾತಿಗಳ ಪಟ್ಟಿ ಮುಂದುವರೆಸಿದ್ದಲ್ಲಿ ಈ ಹಿಂದೆ ನಡೆದ ಚಿನ್ನಪ್ಪರೆಡ್ಡಿ ವರದಿ ವಿರುದ್ಧ ಹೋರಾಟದಂತೆ ಮತ್ತೊಂದು ಬೃಹತ್ ಹೋರಾಟ ನಡೆಸಬೇಕಾಗುತ್ತದೆ ಎಂದು ಎಚ್ಚರಿಸಿದರು. ಮಾತನಾಡಿ ಹಿಂದೂ ಧರ್ಮದ ಎಲ್ಲಾ ಜಾತಿಗಳಿಗೆ ಕ್ರಿಶ್ಚಿಯನ್ ಎಂದು ಸೇರಿಸಿ ಹೊಸ ಜಾತಿಗಳ ಸೃಷ್ಟಿ ಮಾಡಿದ್ದು ಕಾನೂನು ಬಾಹಿರ. ಈ ಹೆಸರುಗಳನ್ನು ಕೈ ಬಿಡುವ ವರೆಗೆ ನೀಡಿರುವ ಆಯೋಗ ಜಾತಿಗಳ ಪಟ್ಟಿ ಮುಂದುವರೆಸಿದ್ದಲ್ಲಿ ಈ ಹಿಂದೆ ನಡೆದ ಚಿನ್ನಪ್ಪರೆಡ್ಡಿ ವರದಿ ವಿರುದ್ಧ ಹೋರಾಟದಂತೆ ಮತ್ತೊಂದು ಬೃಹತ್ ಹೋರಾಟ ನಡೆಸಬೇಕಾಗುತ್ತದೆ ಎಂದು ಎಚ್ಚರಿಸಿದರು. ಮಾತನಾಡಿ ಹಿಂದೂ ಧರ್ಮದ ಎಲ್ಲಾ ಜಾತಿಗಳಿಗೆ ಕ್ರಿಶ್ಚಿಯನ್ ಎಂದು ಸೇರಿಸಿ ಹೊಸ ಜಾತಿಗಳ ಸೃಷ್ಟಿ ಮಾಡಿದ್ದು ಕಾನೂನು ಬಾಹಿರ. ಈ ಹೆಸರುಗಳನ್ನು ಕೈ ಬಿಡುವ ವರೆಗೆ ನೀಡಿರುವ ಆಯೋಗ ಜಾತಿಗಳ ಪಟ್ಟಿ ಮುಂದುವರೆಸಿದ್ದಲ್ಲಿ ಈ ಹಿಂದೆ ನಡೆದ ಚಿನ್ನಪ್ಪರೆಡ್ಡಿ ವರದಿ ವಿರುದ್ಧ ಹೋರಾಟದಂತೆ ಮತ್ತೊಂದು ಬೃಹತ್ ಹೋರಾಟ ನಡೆಸಬೇಕಾಗುತ್ತದೆ ಎಂದು ಎಚ್ಚರಿಸಿದರು.	[622, 240, 940, 331]
robe	[707, 1375, 771, 1404]
aur-sign-block	[693, 1282, 939, 1410]
person-silhouette	[358, 510, 388, 591]
person-silhouette	[660, 697, 690, 753]
person-silhouette	[124, 510, 154, 591]
vishnu-column-5: ರತ್ನ' ಪ್ರಶಸ್ತಿ ನೀಡಿದೆ. ಆದರೆ ಅದಕ್ಕಿಂತ ಮಿಗಿಲಾಗಿ ಅಭಿಮಾನಿಗಳ ಹೃದಯದಲ್ಲಿ ಅವರು 'ಕರ್ನಾಟಕ ರತ್ನ' ಆಗಿ ಉಳಿದಿದ್ದಾರೆ. 2005ರಲ್ಲಿ ವಿಶ್ವವಿದ್ಯಾನಿಲಯದಿಂದ ಗೌರವ ಡಾಕ್ಟರೇಟ್ ಪಡೆದ ಅವರು ಕನ್ನಡ ಚಿತ್ರರಂಗದ ಮೇರು ಪರ್ವತವಾಗಿ ನಿಂತಿದ್ದಾರೆ. ರತ್ನ' ಪ್ರಶಸ್ತಿ ನೀಡಿದೆ. ಆದರೆ ಅದಕ್ಕಿಂತ ಮಿಗಿಲಾಗಿ ಅಭಿಮಾನಿಗಳ ಹೃದಯದಲ್ಲಿ ಅವರು 'ಕರ್ನಾಟಕ ರತ್ನ' ಆಗಿ ಉಳಿದಿದ್ದಾರೆ. 2005ರಲ್ಲಿ ವಿಶ್ವವಿದ್ಯಾನಿಲಯದಿಂದ ಗೌರವ ಡಾಕ್ಟರೇಟ್ ಪಡೆದ ಅವರು ಕನ್ನಡ ಚಿತ್ರರಂಗದ ಮೇರು ಪರ್ವತವಾಗಿ ನಿಂತಿದ್ದಾರೆ. ರತ್ನ' ಪ್ರಶಸ್ತಿ ನೀಡಿದೆ. ಆದರೆ ಅದಕ್ಕಿಂತ ಮಿಗಿಲಾಗಿ ಅಭಿಮಾನಿಗಳ ಹೃದಯದಲ್ಲಿ ಅವರು 'ಕರ್ನಾಟಕ ರತ್ನ' ಆಗಿ ಉಳಿದಿದ್ದಾರೆ. 2005ರಲ್ಲಿ ವಿಶ್ವವಿದ್ಯಾನಿಲಯದಿಂದ ಗೌರವ ಡಾಕ್ಟರೇಟ್ ಪಡೆದ ಅವರು ಕನ್ನಡ ಚಿತ್ರರಂಗದ ಮೇರು ಪರ್ವತವಾಗಿ ನಿಂತಿದ್ದಾರೆ.	[396, 872, 476, 1148]
vishnu-closing: ಅಭಿಲಾಷೆ ಮತ್ತು ಒಪ್ಪಿಗೆ ಆಗ ಮಾತ್ರ ಅವರಿಗೊಂದು ಬಹುದೊಡ್ಡ ಗೌರವ Any way ವಿಷ್ಣು ಸರ್ ಜನ್ಮ ದಿನದ ಹಾರ್ದಿಕ ಶುಭಾಶಯಗಳು ಸಾರ್	[330, 1322, 460, 1352]
person-silhouette	[576, 702, 606, 753]
photo-vet-hospital-inauguration	[188, 131, 480, 254]
aur-author-line3: ಸುಕ್ಷೇತ್ರ ಹಿರೇಮಠ,	[826, 1346, 890, 1358]
photo-rotary-school	[55, 498, 482, 592]
vishnu-author-name: ಪಾರೋಗೆರೆತೇಜೇಶ್	[356, 1356, 434, 1370]
person-silhouette	[736, 154, 766, 235]
person-silhouette	[851, 154, 881, 235]
okkaliga-yatnal-text: ತುಮಕೂರು ಸೆ. 24:- ಶಾಸಕ ಬಸವನಗೌಡ ಯತ್ನಾಳ್ ಒಬ್ಬ ದಲಿತ ಎಂದು, ಹಿಂದು, ಎಂದು ರಾಜಕೀಯ ಮಾಡುವ ಈ ಯತ್ನಾಳಿಗೆ ದಲಿತರು ಗೊತ್ತಿಲ್ಲವೆ, ಇಷ್ಟು ದಿನ ಮುಸ್ಲಿಮರನ್ನು ವಿರೋಧಿಸುತ್ತಿದ್ದ ಯತ್ನಾಳ್ ದಲಿತರನ್ನು ವಿರೋಧಿಸುತ್ತಿದ್ದಾರೆ.	[483, 756, 718, 786]
aur-author	[781, 1316, 935, 1372]
person-silhouette	[632, 701, 662, 753]
mustache	[264, 932, 290, 940]
edition-date: ದಿನಾಂಕ :24-09-2025 ಬುಧವಾರ	[38, 36, 166, 48]
person-silhouette	[305, 149, 335, 253]
person-silhouette	[491, 697, 521, 753]
portrait-swamiji	[697, 1314, 781, 1408]
face	[255, 894, 298, 947]
article-box-aur	[481, 832, 945, 1416]
person-silhouette	[154, 519, 184, 591]
jacket	[232, 955, 323, 1006]
child-silhouette	[260, 549, 290, 591]
person-silhouette	[388, 519, 418, 591]
headline-aur: ಔರ್ ಕಿಸೀಕಾ ಮತ್ ಸುನೋ; ದಿಲ್ ಕಾ ಸುನೋ, ಮನ್ ಕೀ ಬಾತ್ ಮಾನ್ಲೋ	[511, 839, 914, 857]
child-silhouette	[192, 549, 222, 591]
byline-dasudi: #ಅಮೃತವಾಣಿ.ಇನ್	[55, 126, 185, 144]
aur-headline-rule	[561, 866, 861, 868]
masthead: ಅಮೃತವಾಣಿ	[430, 32, 515, 54]
dasudi-columns-2-3	[190, 258, 478, 474]
header-top-rule	[30, 28, 910, 30]
person-silhouette	[65, 512, 95, 591]
person-silhouette	[880, 146, 910, 235]
child-silhouette	[226, 551, 256, 591]
aur-author-line4: ಕಡೋಣವ, ತುಮಕೂರು	[817, 1359, 899, 1371]
person-silhouette	[298, 514, 328, 591]
okkaliga-columns-4-5: ಮಾಡುವವರು ದಸರಾ ಹಬ್ಬದ ಈ ಸಮಯದಲ್ಲಿ ತರಾತುರಿ ಜಾತಿ ಗಣತಿ ಮಾಡುತ್ತಿರುವ ಸರ್ಕಾರ ಒಕ್ಕಲಿಗರ ಸಂಘ ಹಾಗೂ ಜಿಲ್ಲೆಯ ಸುಮಾರು ಹಳ್ಳಿಗಳಲ್ಲಿ ಸಭೆ ನಡೆಸಿ ಜಾಗೃತಿ ಮೂಡಿಸಲಾಗುತ್ತಿದೆ ಎಂದು ತಿಳಿಸಿದರು. ಮಾಡುವವರು ದಸರಾ ಹಬ್ಬದ ಈ ಸಮಯದಲ್ಲಿ ತರಾತುರಿ ಜಾತಿ ಗಣತಿ ಮಾಡುತ್ತಿರುವ ಸರ್ಕಾರ ಒಕ್ಕಲಿಗರ ಸಂಘ ಹಾಗೂ ಜಿಲ್ಲೆಯ ಸುಮಾರು ಹಳ್ಳಿಗಳಲ್ಲಿ ಸಭೆ ನಡೆಸಿ ಜಾಗೃತಿ ಮೂಡಿಸಲಾಗುತ್ತಿದೆ ಎಂದು ತಿಳಿಸಿದರು. ಮಾಡುವವರು ದಸರಾ ಹಬ್ಬದ ಈ ಸಮಯದಲ್ಲಿ ತರಾತುರಿ ಜಾತಿ ಗಣತಿ ಮಾಡುತ್ತಿರುವ ಸರ್ಕಾರ ಒಕ್ಕಲಿಗರ ಸಂಘ ಹಾಗೂ ಜಿಲ್ಲೆಯ ಸುಮಾರು ಹಳ್ಳಿಗಳಲ್ಲಿ ಸಭೆ ನಡೆಸಿ ಜಾಗೃತಿ ಮೂಡಿಸಲಾಗುತ್ತಿದೆ ಎಂದು ತಿಳಿಸಿದರು. ಮಾಡುವವರು ದಸರಾ ಹಬ್ಬದ ಈ ಸಮಯದಲ್ಲಿ ತರಾತುರಿ ಜಾತಿ ಗಣತಿ ಮಾಡುತ್ತಿರುವ ಸರ್ಕಾರ ಒಕ್ಕಲಿಗರ ಸಂಘ ಹಾಗೂ ಜಿಲ್ಲೆಯ ಸುಮಾರು ಹಳ್ಳಿಗಳಲ್ಲಿ ಸಭೆ ನಡೆಸಿ ಜಾಗೃತಿ ಮೂಡಿಸಲಾಗುತ್ತಿದೆ ಎಂದು ತಿಳಿಸಿದರು. ಮಾಡುವವರು ದಸರಾ ಹಬ್ಬದ ಈ ಸಮಯದಲ್ಲಿ ತರಾತುರಿ ಜಾತಿ ಗಣತಿ ಮಾಡುತ್ತಿರುವ ಸರ್ಕಾರ ಒಕ್ಕಲಿಗರ ಸಂಘ ಹಾಗೂ ಜಿಲ್ಲೆಯ ಸುಮಾರು ಹಳ್ಳಿಗಳಲ್ಲಿ ಸಭೆ ನಡೆಸಿ ಜಾಗೃತಿ ಮೂಡಿಸಲಾಗುತ್ತಿದೆ ಎಂದು ತಿಳಿಸಿದರು.	[660, 480, 940, 592]
byline-okkaliga: #ಅಮೃತವಾಣಿ.ಇನ್	[492, 118, 617, 136]
byline-vishnuvardhan: #ಅಮೃತವಾಣಿ.ಇನ್	[52, 872, 202, 890]
person-silhouette	[221, 147, 251, 253]
person-silhouette	[604, 698, 634, 753]
